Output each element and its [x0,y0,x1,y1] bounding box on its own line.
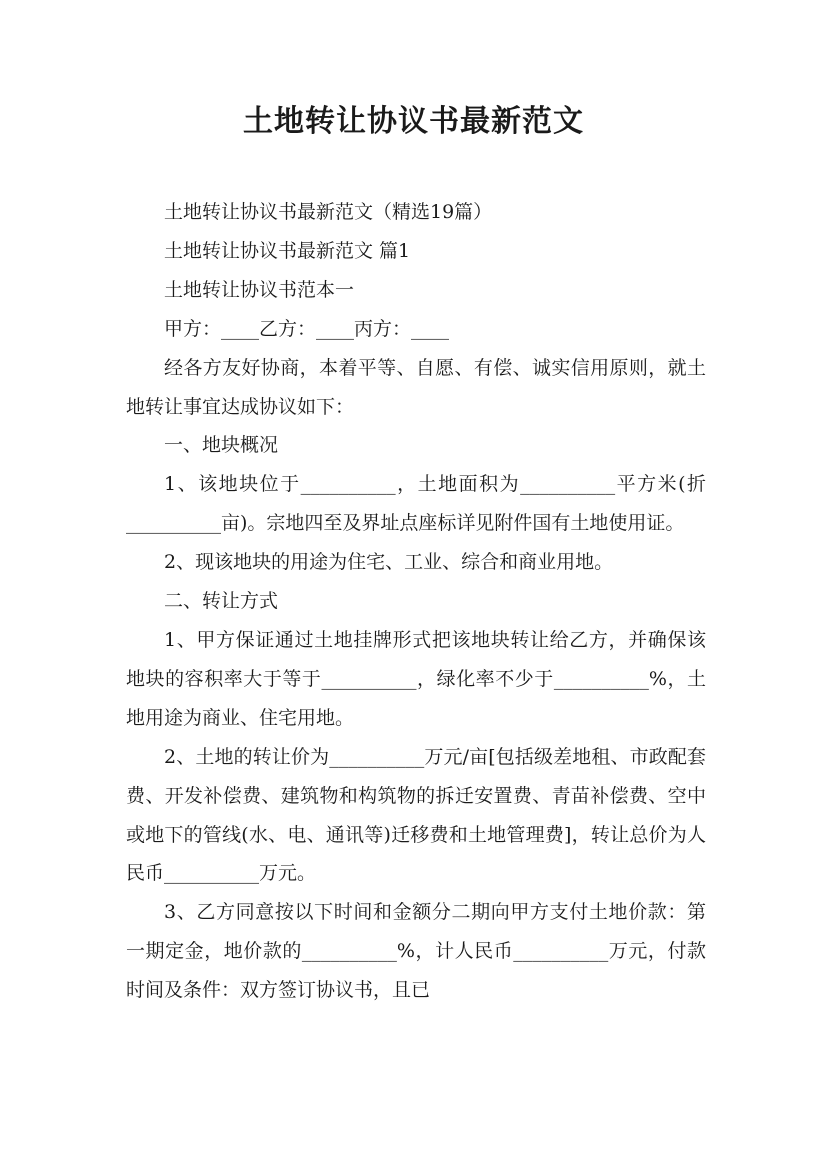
document-body [126,193,706,1010]
paragraph: 土地转让协议书范本一 [164,278,355,301]
section-heading: 二、转让方式 [164,590,279,613]
paragraph: 2、土地的转让价为__________万元/亩[包括级差地租、市政配套费、开发补偿费、建筑物和构筑物的拆迁安置费、青苗补偿费、空中或地下的管线(水、电、通讯等)迁移费和土地管理费]，转让总价为人民币__________万元。 [126,745,706,885]
paragraph: 经各方友好协商，本着平等、自愿、有偿、诚实信用原则，就土地转让事宜达成协议如下： [126,356,706,418]
paragraph: 土地转让协议书最新范文（精选19篇） [164,201,493,223]
paragraph: 2、现该地块的用途为住宅、工业、综合和商业用地。 [164,551,614,574]
section-heading: 一、地块概况 [164,434,279,457]
paragraph: 1、该地块位于__________，土地面积为__________平方米(折__________亩)。宗地四至及界址点座标详见附件国有土地使用证。 [126,473,706,535]
paragraph: 3、乙方同意按以下时间和金额分二期向甲方支付土地价款：第一期定金，地价款的__________%，计人民币__________万元，付款时间及条件：双方签订协议书，且已 [126,901,706,1002]
paragraph: 1、甲方保证通过土地挂牌形式把该地块转让给乙方，并确保该地块的容积率大于等于__________，绿化率不少于__________%，土地用途为商业、住宅用地。 [126,628,706,729]
paragraph: 甲方：____乙方：____丙方：____ [164,317,450,340]
document-title: 土地转让协议书最新范文 [243,104,584,139]
paragraph: 土地转让协议书最新范文 篇1 [164,239,411,262]
